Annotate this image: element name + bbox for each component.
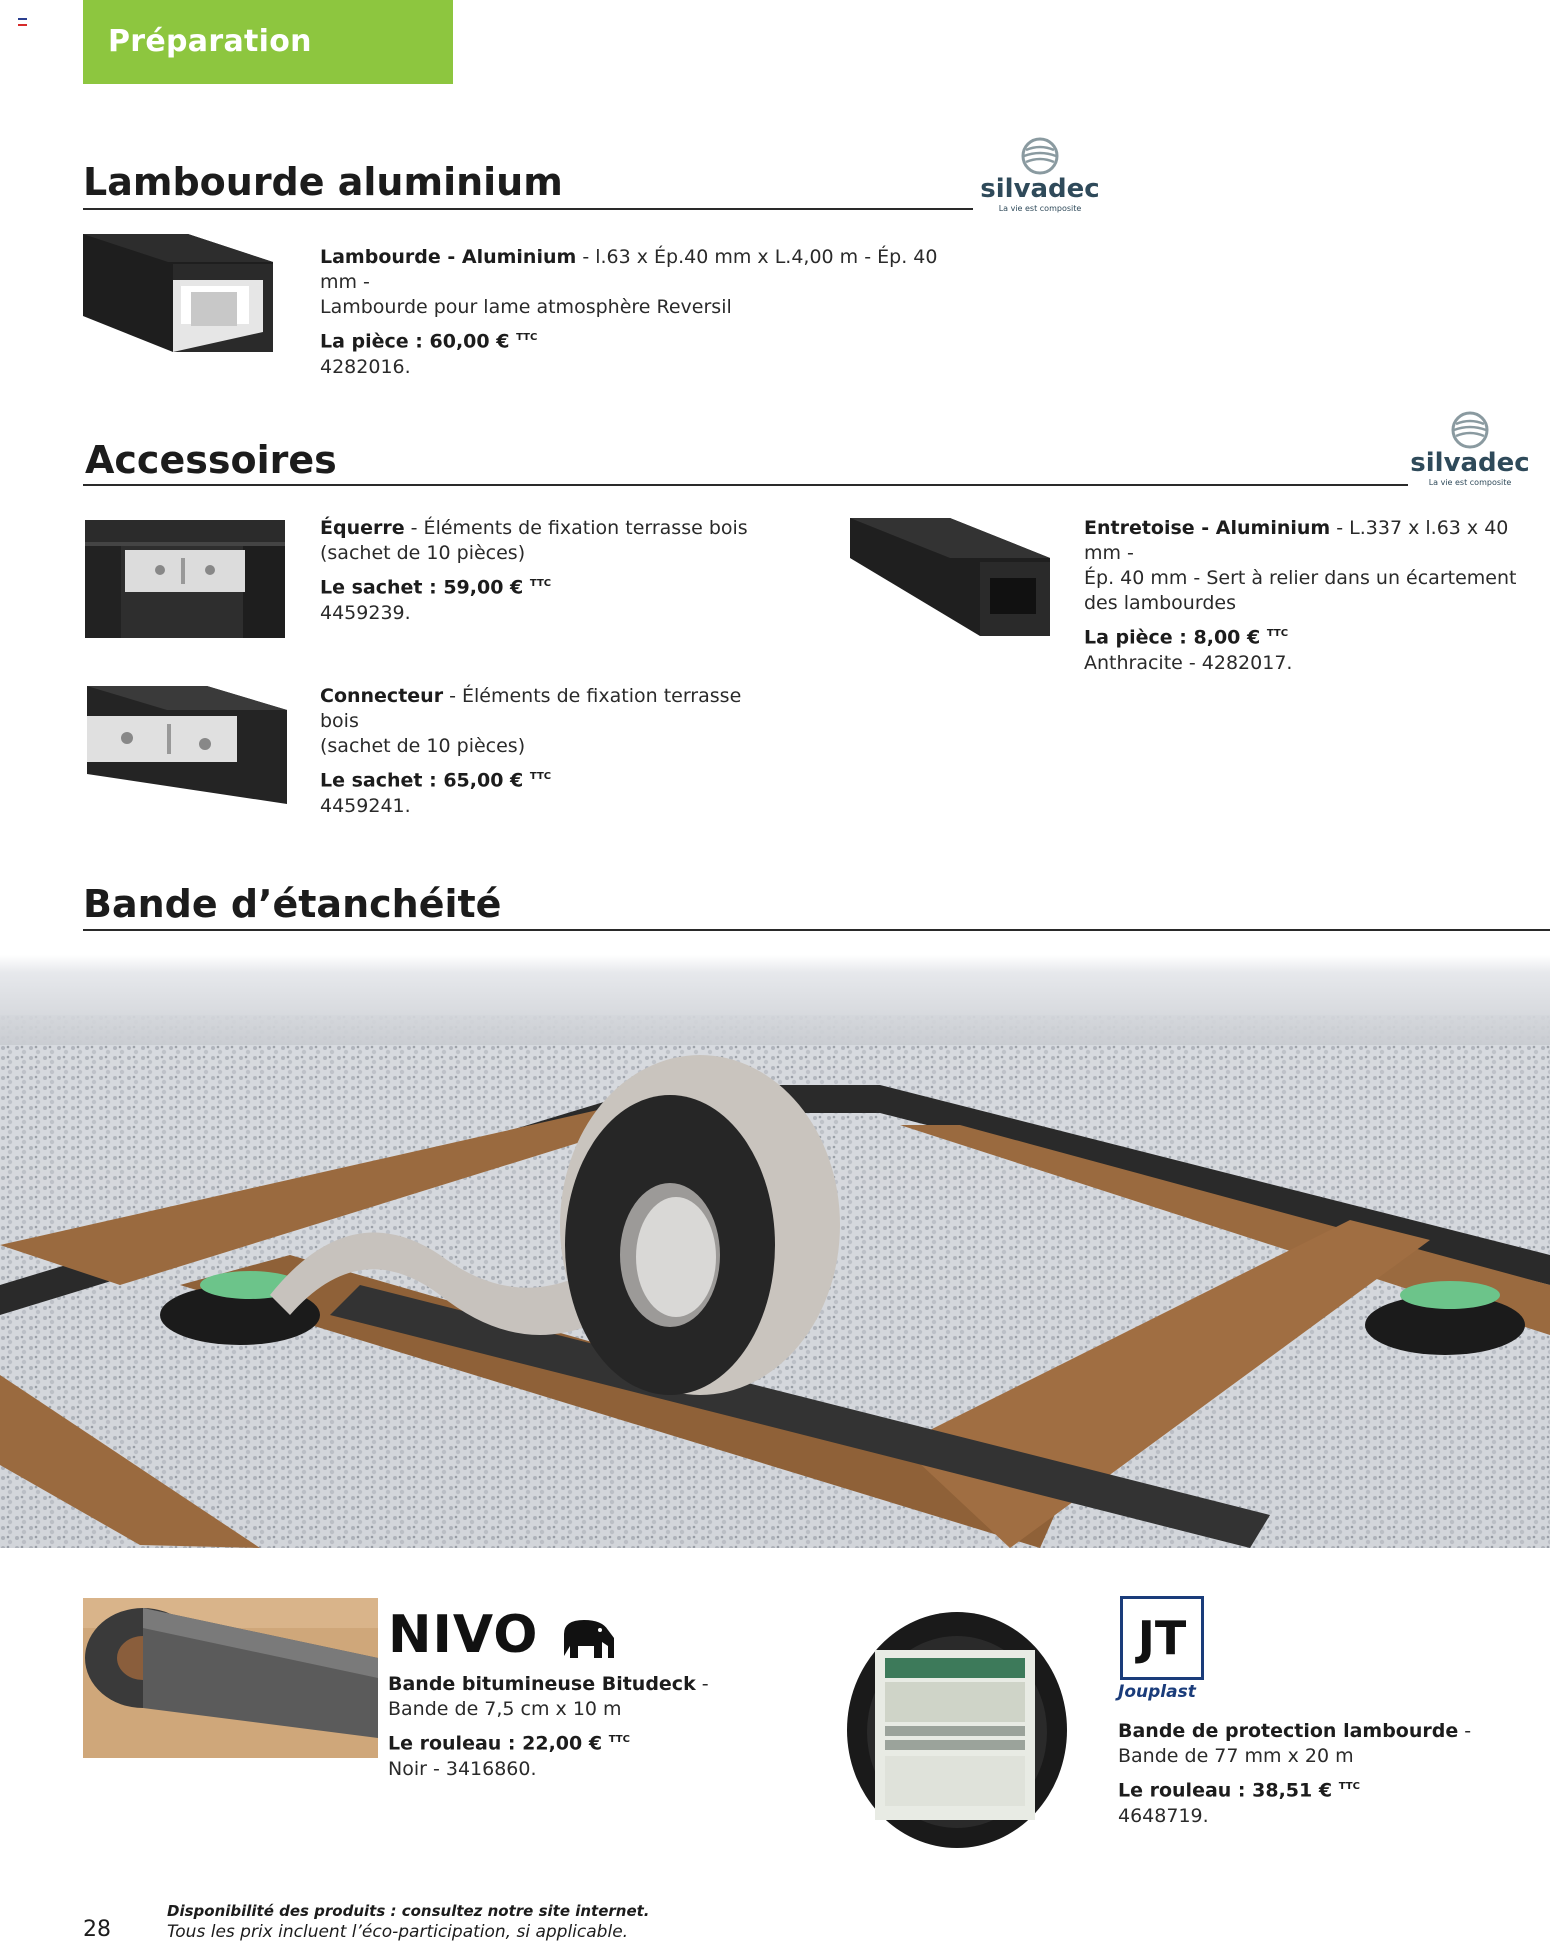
product-spec-2: (sachet de 10 pièces) bbox=[320, 542, 526, 564]
price-suffix: TTC bbox=[516, 332, 538, 343]
product-spec-3: des lambourdes bbox=[1084, 592, 1236, 614]
entretoise-description bbox=[1084, 516, 1544, 676]
elephant-icon bbox=[558, 1616, 618, 1660]
hero-product-photo bbox=[0, 955, 1550, 1548]
product-spec: - l.63 x Ép.40 mm x L.4,00 m - Ép. 40 mm - bbox=[320, 246, 938, 293]
connecteur-product-image bbox=[87, 686, 287, 804]
product-ref: 4648719. bbox=[1118, 1805, 1209, 1828]
footer-availability: Disponibilité des produits : consultez notre site internet. bbox=[167, 1902, 650, 1920]
product-spec: - L.337 x l.63 x 40 mm - bbox=[1084, 517, 1509, 564]
lambourde-product-image bbox=[83, 234, 273, 352]
price-suffix: TTC bbox=[1338, 1781, 1360, 1792]
product-ref: 4459241. bbox=[320, 795, 411, 818]
section-rule bbox=[83, 484, 1408, 486]
silvadec-logo bbox=[1400, 410, 1540, 487]
bitudeck-product-image bbox=[83, 1598, 378, 1758]
product-price: Le rouleau : 22,00 € bbox=[388, 1732, 603, 1755]
jouplast-logo bbox=[1120, 1596, 1204, 1680]
product-spec: - Éléments de fixation terrasse bois bbox=[404, 517, 748, 539]
product-spec-2: Bande de 7,5 cm x 10 m bbox=[388, 1698, 622, 1720]
product-price: La pièce : 60,00 € bbox=[320, 330, 510, 353]
product-price: Le rouleau : 38,51 € bbox=[1118, 1779, 1333, 1802]
product-ref: Noir - 3416860. bbox=[388, 1758, 537, 1781]
flag-icon bbox=[18, 18, 27, 25]
lambourde-description bbox=[320, 245, 970, 380]
price-suffix: TTC bbox=[1266, 628, 1289, 639]
product-spec: - bbox=[695, 1673, 709, 1695]
section-title-accessoires: Accessoires bbox=[85, 438, 337, 482]
product-spec-2: Ép. 40 mm - Sert à relier dans un écartement bbox=[1084, 567, 1517, 589]
protection-product-image bbox=[845, 1610, 1070, 1850]
price-suffix: TTC bbox=[529, 771, 552, 782]
brand-tagline: La vie est composite bbox=[998, 204, 1082, 213]
product-name: Bande de protection lambourde bbox=[1118, 1720, 1459, 1742]
brand-tagline: La vie est composite bbox=[1428, 478, 1512, 487]
section-rule bbox=[83, 929, 1550, 931]
product-name: Bande bitumineuse Bitudeck bbox=[388, 1673, 696, 1695]
brand-name: Jouplast bbox=[1118, 1682, 1196, 1702]
price-suffix: TTC bbox=[529, 578, 552, 589]
equerre-description bbox=[320, 516, 770, 626]
section-rule bbox=[83, 208, 973, 210]
page-number: 28 bbox=[83, 1917, 111, 1942]
entretoise-product-image bbox=[850, 518, 1050, 636]
product-name: Équerre bbox=[320, 517, 405, 539]
product-spec-2: Bande de 77 mm x 20 m bbox=[1118, 1745, 1354, 1767]
product-spec-2: Lambourde pour lame atmosphère Reversil bbox=[320, 296, 732, 318]
footer-eco: Tous les prix incluent l’éco-participation, si applicable. bbox=[167, 1922, 629, 1942]
price-suffix: TTC bbox=[608, 1734, 630, 1745]
brand-name: NIVO bbox=[388, 1605, 539, 1665]
product-price: Le sachet : 65,00 € bbox=[320, 769, 524, 792]
silvadec-logo bbox=[975, 136, 1105, 213]
product-price: La pièce : 8,00 € bbox=[1084, 626, 1261, 649]
connecteur-description bbox=[320, 684, 780, 819]
product-spec-2: (sachet de 10 pièces) bbox=[320, 735, 526, 757]
product-spec: - Éléments de fixation terrasse bois bbox=[320, 685, 742, 732]
brand-name: silvadec bbox=[980, 174, 1100, 204]
brand-name: silvadec bbox=[1410, 448, 1530, 478]
jouplast-mark: JT bbox=[1120, 1596, 1204, 1680]
page-banner: Préparation terrasse bbox=[83, 0, 453, 84]
protection-description bbox=[1118, 1719, 1538, 1829]
product-ref: 4282016. bbox=[320, 356, 411, 379]
product-spec: - bbox=[1458, 1720, 1472, 1742]
section-title-bande: Bande d’étanchéité bbox=[83, 882, 502, 926]
product-name: Connecteur bbox=[320, 685, 444, 707]
nivo-logo bbox=[388, 1605, 618, 1665]
product-ref: 4459239. bbox=[320, 602, 411, 625]
silvadec-logo-icon bbox=[1018, 136, 1062, 176]
product-price: Le sachet : 59,00 € bbox=[320, 576, 524, 599]
product-name: Entretoise - Aluminium bbox=[1084, 517, 1331, 539]
section-title-lambourde: Lambourde aluminium bbox=[83, 160, 563, 204]
product-ref: Anthracite - 4282017. bbox=[1084, 652, 1293, 675]
equerre-product-image bbox=[85, 520, 285, 638]
product-name: Lambourde - Aluminium bbox=[320, 246, 577, 268]
bitudeck-description bbox=[388, 1672, 788, 1782]
silvadec-logo-icon bbox=[1448, 410, 1492, 450]
